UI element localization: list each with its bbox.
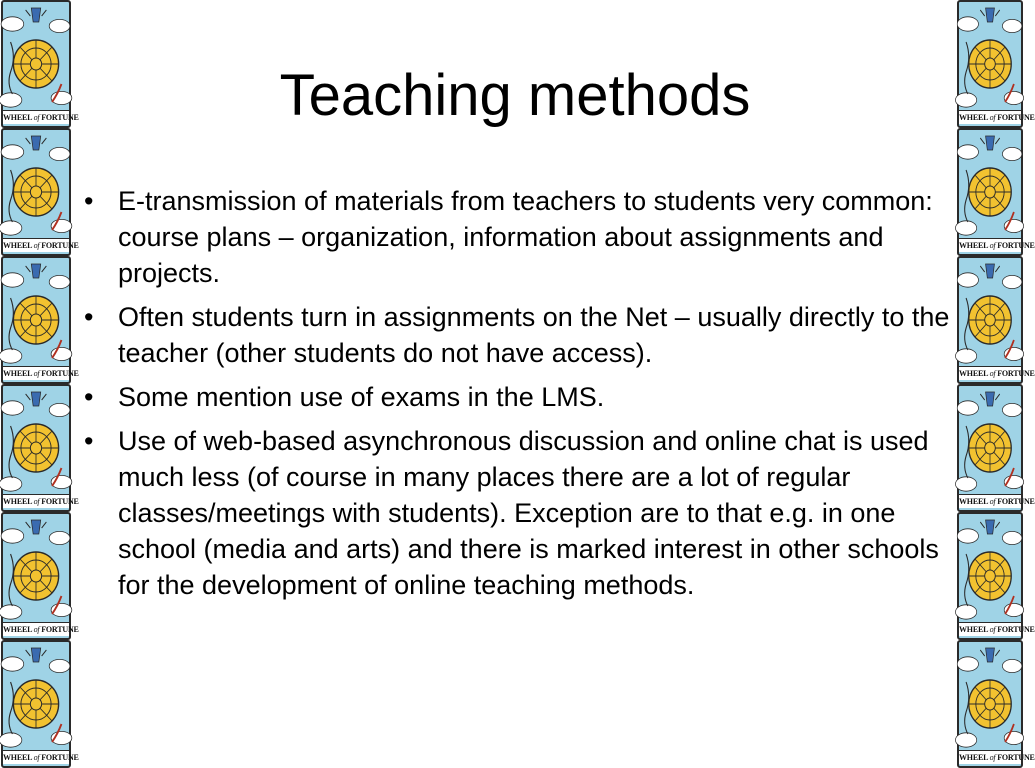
card-caption-sep: of [33, 369, 42, 378]
card-caption-right: FORTUNE [997, 369, 1035, 378]
wheel-of-fortune-card [957, 384, 1035, 512]
left-decorative-border [0, 0, 79, 768]
card-caption [959, 750, 1035, 764]
card-caption-sep: of [989, 241, 998, 250]
card-caption [959, 110, 1035, 124]
card-caption-right: FORTUNE [997, 113, 1035, 122]
card-caption-sep: of [33, 753, 42, 762]
bullet-text: E-transmission of materials from teachers to students very common: course plans – organization, information about assignments and projects. [118, 186, 933, 288]
bullet-text: Some mention use of exams in the LMS. [118, 382, 605, 412]
wheel-of-fortune-card [957, 128, 1035, 256]
card-caption [3, 110, 79, 124]
wheel-of-fortune-art [959, 258, 1021, 382]
wheel-of-fortune-art [959, 514, 1021, 638]
bullet-text: Often students turn in assignments on the Net – usually directly to the teacher (other students do not have access). [118, 302, 950, 368]
wheel-of-fortune-art [959, 130, 1021, 254]
card-caption [959, 622, 1035, 636]
bullet-list [80, 183, 960, 611]
card-caption-right: FORTUNE [41, 497, 79, 506]
wheel-of-fortune-card [1, 384, 79, 512]
bullet-item [80, 379, 960, 415]
bullet-icon: • [84, 426, 94, 456]
card-caption-right: FORTUNE [997, 753, 1035, 762]
card-caption-right: FORTUNE [41, 753, 79, 762]
wheel-of-fortune-art [959, 642, 1021, 766]
wheel-of-fortune-card [1, 128, 79, 256]
card-caption-sep: of [33, 497, 42, 506]
card-caption [3, 238, 79, 252]
card-caption-left: WHEEL [959, 497, 990, 506]
card-caption-left: WHEEL [3, 753, 34, 762]
wheel-of-fortune-card [1, 512, 79, 640]
wheel-of-fortune-art [3, 514, 69, 638]
card-caption [959, 238, 1035, 252]
wheel-of-fortune-card [957, 640, 1035, 768]
wheel-of-fortune-card [1, 256, 79, 384]
card-caption [3, 750, 79, 764]
card-caption-left: WHEEL [959, 625, 990, 634]
slide-title: Teaching methods [279, 63, 751, 128]
card-caption-right: FORTUNE [997, 241, 1035, 250]
card-caption-left: WHEEL [959, 241, 990, 250]
card-caption-right: FORTUNE [41, 369, 79, 378]
card-caption-left: WHEEL [3, 625, 34, 634]
bullet-text: Use of web-based asynchronous discussion and online chat is used much less (of course in many places there are a lot of regular classes/meetings with students). Exception are to that e.g. in one school (media and arts) and there is marked interest in other schools for the development of online teaching methods. [118, 426, 939, 600]
card-caption-left: WHEEL [959, 113, 990, 122]
bullet-item [80, 299, 960, 371]
card-caption-sep: of [33, 241, 42, 250]
card-caption-right: FORTUNE [997, 497, 1035, 506]
card-caption-sep: of [989, 753, 998, 762]
card-caption-left: WHEEL [959, 753, 990, 762]
card-caption-sep: of [989, 113, 998, 122]
wheel-of-fortune-card [1, 0, 79, 128]
card-caption-sep: of [33, 113, 42, 122]
wheel-of-fortune-card [957, 256, 1035, 384]
card-caption [3, 366, 79, 380]
card-caption-left: WHEEL [3, 241, 34, 250]
card-caption [3, 494, 79, 508]
wheel-of-fortune-art [3, 386, 69, 510]
wheel-of-fortune-art [3, 2, 69, 126]
card-caption-left: WHEEL [959, 369, 990, 378]
wheel-of-fortune-art [959, 386, 1021, 510]
card-caption-left: WHEEL [3, 369, 34, 378]
card-caption-sep: of [989, 625, 998, 634]
wheel-of-fortune-art [3, 130, 69, 254]
card-caption-right: FORTUNE [41, 241, 79, 250]
wheel-of-fortune-card [957, 512, 1035, 640]
bullet-item [80, 183, 960, 291]
card-caption-left: WHEEL [3, 497, 34, 506]
right-decorative-border [956, 0, 1035, 768]
card-caption-sep: of [989, 497, 998, 506]
bullet-icon: • [84, 302, 94, 332]
wheel-of-fortune-art [959, 2, 1021, 126]
card-caption-right: FORTUNE [41, 625, 79, 634]
card-caption [959, 494, 1035, 508]
card-caption [959, 366, 1035, 380]
wheel-of-fortune-card [1, 640, 79, 768]
card-caption-left: WHEEL [3, 113, 34, 122]
card-caption-right: FORTUNE [997, 625, 1035, 634]
bullet-icon: • [84, 382, 94, 412]
card-caption-sep: of [33, 625, 42, 634]
bullet-icon: • [84, 186, 94, 216]
card-caption-sep: of [989, 369, 998, 378]
card-caption [3, 622, 79, 636]
wheel-of-fortune-art [3, 642, 69, 766]
card-caption-right: FORTUNE [41, 113, 79, 122]
bullet-item [80, 423, 960, 603]
wheel-of-fortune-card [957, 0, 1035, 128]
wheel-of-fortune-art [3, 258, 69, 382]
